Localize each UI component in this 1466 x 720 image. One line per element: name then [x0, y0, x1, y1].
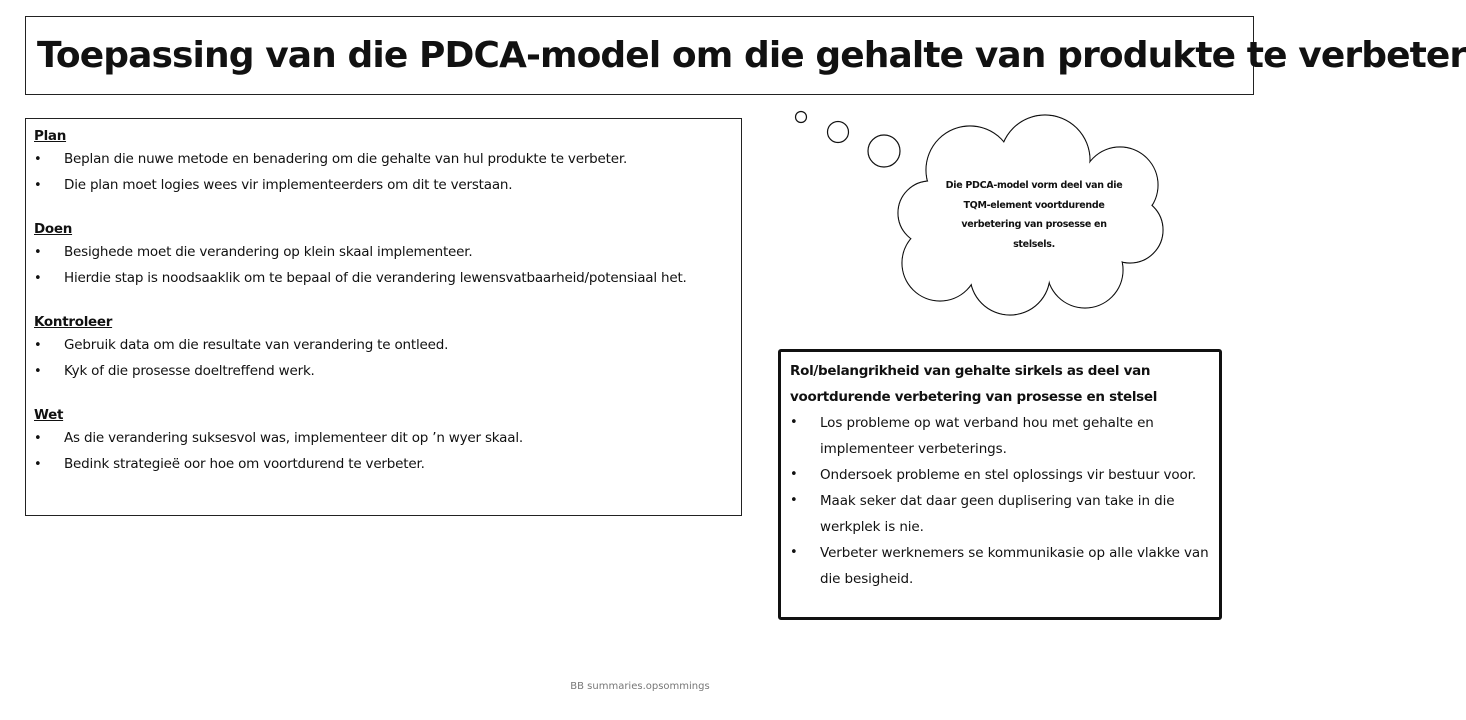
cloud-text: Die PDCA-model vorm deel van die TQM-element voortdurende verbetering van prosesse en stelsels. [945, 180, 1123, 250]
list-item: • Besighede moet die verandering op klein skaal implementeer. [34, 240, 733, 266]
section-heading: Kontroleer [34, 314, 113, 330]
section-heading: Doen [34, 221, 73, 237]
bullet-icon: • [34, 270, 42, 286]
list-item: • Gebruik data om die resultate van verandering te ontleed. [34, 333, 733, 359]
bullet-list [34, 333, 733, 384]
bullet-icon: • [34, 338, 42, 353]
bullet-icon: • [790, 545, 798, 560]
bullet-list [790, 410, 1209, 592]
list-item: • Kyk of die prosesse doeltreffend werk. [34, 359, 733, 385]
page-title: Toepassing van die PDCA-model om die gehalte van produkte te verbeter [37, 35, 1466, 76]
title-box [25, 16, 1466, 95]
bullet-icon: • [34, 245, 42, 260]
list-item: • Hierdie stap is noodsaaklik om te bepaal of die verandering lewensvatbaarheid/potensiaal het. [34, 266, 733, 292]
bullet-list [34, 147, 733, 198]
bullet-icon: • [34, 152, 42, 167]
bullet-icon: • [34, 177, 42, 193]
bullet-list [34, 426, 733, 477]
footer-credit: BB summaries.opsommings [570, 681, 710, 692]
section-wet [34, 404, 733, 477]
bullet-icon: • [34, 363, 42, 379]
list-item: • Bedink strategieë oor hoe om voortdurend te verbeter. [34, 452, 733, 478]
section-plan [34, 125, 733, 198]
section-kontroleer [34, 311, 733, 384]
list-item: • Los probleme op wat verband hou met gehalte en implementeer verbeterings. [790, 410, 1209, 462]
list-item: • Die plan moet logies wees vir implementeerders om dit te verstaan. [34, 173, 733, 199]
bullet-icon: • [790, 415, 798, 430]
bullet-list [34, 240, 733, 291]
role-heading: Rol/belangrikheid van gehalte sirkels as deel van voortdurende verbetering van prosesse en stelsel [790, 363, 1158, 405]
section-doen [34, 218, 733, 291]
bullet-icon: • [34, 431, 42, 446]
section-heading: Plan [34, 128, 67, 144]
list-item: • Verbeter werknemers se kommunikasie op alle vlakke van die besigheid. [790, 540, 1209, 592]
bullet-icon: • [34, 456, 42, 472]
list-item: • As die verandering suksesvol was, implementeer dit op ’n wyer skaal. [34, 426, 733, 452]
bullet-icon: • [790, 493, 798, 508]
section-heading: Wet [34, 407, 64, 423]
pdca-steps-box [25, 118, 742, 516]
list-item: • Beplan die nuwe metode en benadering om die gehalte van hul produkte te verbeter. [34, 147, 733, 173]
list-item: • Maak seker dat daar geen duplisering van take in die werkplek is nie. [790, 488, 1209, 540]
list-item: • Ondersoek probleme en stel oplossings vir bestuur voor. [790, 462, 1209, 488]
bullet-icon: • [790, 467, 798, 482]
quality-circles-box [778, 349, 1222, 620]
